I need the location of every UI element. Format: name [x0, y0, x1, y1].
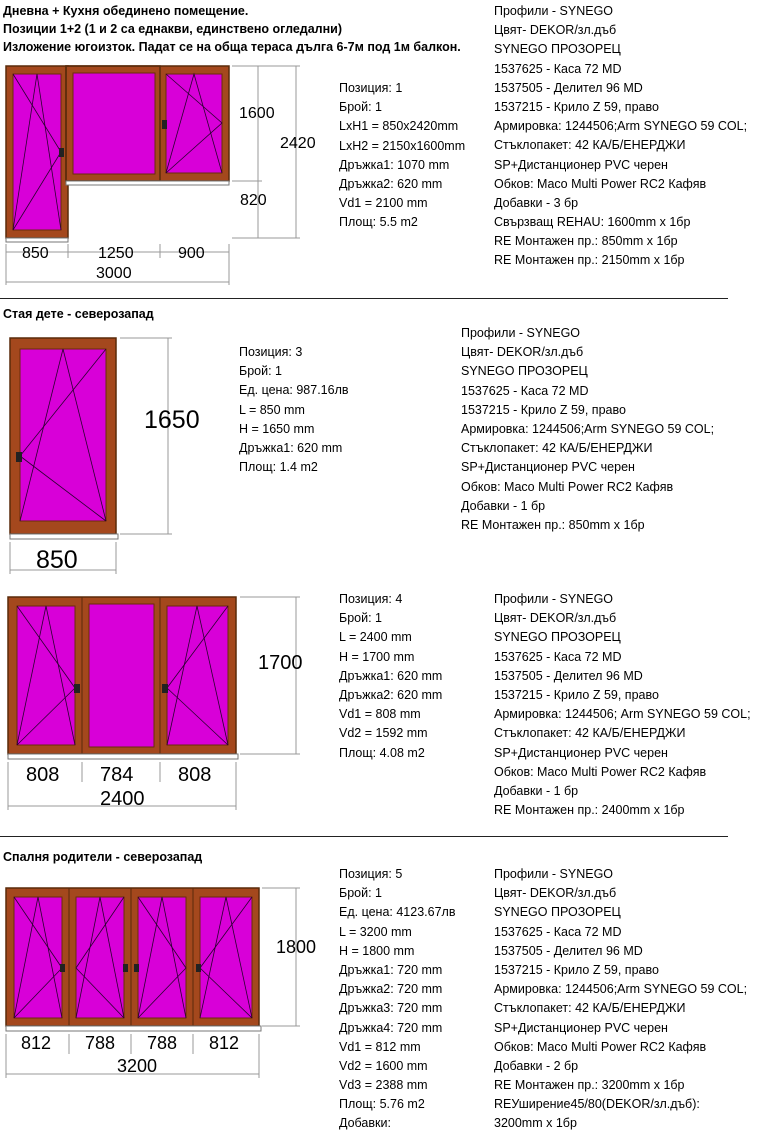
material-line: Профили - SYNEGO — [461, 326, 581, 340]
material-line: SP+Дистанционер PVC черен — [494, 745, 668, 760]
window-drawing-position-1 — [0, 60, 330, 285]
dimension-label: 900 — [178, 245, 205, 262]
material-line: SYNEGO ПРОЗОРЕЦ — [494, 630, 621, 645]
section1-materials — [494, 2, 747, 271]
material-line: RE Монтажен пр.: 850mm x 1бр — [461, 517, 645, 532]
material-line: Добавки - 3 бр — [494, 195, 579, 210]
material-line: Добавки - 1 бр — [461, 498, 546, 513]
spec-line: Vd2 = 1600 mm — [339, 1058, 428, 1073]
section2-materials — [461, 324, 714, 535]
section2-header: Стая дете - северозапад — [3, 307, 154, 321]
spec-line: LxH1 = 850x2420mm — [339, 119, 459, 134]
material-line: 1537625 - Каса 72 MD — [494, 649, 622, 664]
dimension-label: 1600 — [239, 105, 275, 122]
spec-line: Позиция: 5 — [339, 867, 403, 881]
glass-pane — [73, 73, 155, 174]
spec-line: Брой: 1 — [239, 364, 282, 379]
dimension-label: 3000 — [96, 265, 132, 282]
dimension-label: 2420 — [280, 135, 316, 152]
spec-line: Vd1 = 812 mm — [339, 1039, 421, 1054]
section4-header: Спалня родители - северозапад — [3, 850, 203, 864]
dimension-label: 1800 — [276, 937, 317, 957]
material-line: SYNEGO ПРОЗОРЕЦ — [494, 42, 621, 57]
section2-specs — [239, 343, 349, 477]
section4-specs — [339, 865, 455, 1134]
window-sill — [6, 1026, 261, 1031]
handle-icon — [123, 964, 128, 972]
material-line: Армировка: 1244506;Arm SYNEGO 59 COL; — [494, 982, 748, 997]
spec-line: LxH2 = 2150x1600mm — [339, 138, 466, 153]
section1-header-line: Позиции 1+2 (1 и 2 са еднакви, единствено огледални) — [3, 22, 343, 36]
spec-line: Брой: 1 — [339, 611, 382, 626]
spec-line: H = 1650 mm — [239, 421, 315, 436]
spec-line: L = 850 mm — [239, 402, 305, 417]
material-line: RE Монтажен пр.: 2150mm x 1бр — [494, 253, 685, 268]
material-line: Обков: Maco Multi Power RC2 Кафяв — [494, 176, 707, 191]
spec-line: Площ: 5.5 m2 — [339, 215, 418, 230]
material-line: Армировка: 1244506;Arm SYNEGO 59 COL; — [494, 119, 748, 134]
spec-line: Дръжка2: 620 mm — [339, 176, 443, 191]
section1-header — [3, 2, 461, 56]
spec-line: Ед. цена: 4123.67лв — [339, 905, 456, 920]
material-line: 1537505 - Делител 96 MD — [494, 80, 643, 95]
material-line: Обков: Maco Multi Power RC2 Кафяв — [494, 764, 707, 779]
material-line: Свързващ REHAU: 1600mm x 1бр — [494, 215, 691, 230]
material-line: Цвят- DEKOR/зл.дъб — [494, 611, 617, 626]
spec-line: Добавки: — [339, 1116, 391, 1131]
window-sill — [6, 238, 68, 242]
section3-materials — [494, 590, 751, 820]
dimension-label: 808 — [178, 764, 212, 786]
spec-line: Vd3 = 2388 mm — [339, 1078, 428, 1093]
dimension-label: 788 — [85, 1033, 116, 1053]
spec-line: Площ: 5.76 m2 — [339, 1097, 425, 1112]
window-drawing-position-5 — [0, 884, 330, 1084]
dimension-label: 1700 — [258, 652, 303, 674]
material-line: Стъклопакет: 42 КА/Б/ЕНЕРДЖИ — [494, 1001, 686, 1016]
dimension-label: 812 — [209, 1033, 240, 1053]
spec-line: Брой: 1 — [339, 100, 382, 115]
spec-line: Брой: 1 — [339, 886, 382, 901]
section-divider — [0, 836, 728, 837]
spec-line: Дръжка2: 620 mm — [339, 687, 443, 702]
spec-line: Площ: 4.08 m2 — [339, 745, 425, 760]
window-sill — [8, 754, 238, 759]
material-line: Стъклопакет: 42 КА/Б/ЕНЕРДЖИ — [494, 726, 686, 741]
section1-specs — [339, 79, 465, 233]
spec-line: Дръжка3: 720 mm — [339, 1001, 443, 1016]
glass-pane — [166, 74, 222, 173]
dimension-label: 1250 — [98, 245, 134, 262]
material-line: 1537505 - Делител 96 MD — [494, 943, 643, 958]
spec-line: L = 3200 mm — [339, 924, 412, 939]
spec-line: Позиция: 1 — [339, 81, 403, 95]
handle-icon — [59, 148, 64, 157]
handle-icon — [162, 684, 168, 693]
window-sill — [10, 534, 118, 539]
material-line: Добавки - 2 бр — [494, 1058, 579, 1073]
dimension-label: 788 — [147, 1033, 178, 1053]
spec-line: Vd1 = 2100 mm — [339, 196, 428, 211]
material-line: SP+Дистанционер PVC черен — [494, 157, 668, 172]
glass-pane — [13, 74, 61, 230]
glass-pane — [20, 349, 106, 521]
dimension-label: 784 — [100, 764, 134, 786]
material-line: Добавки - 1 бр — [494, 783, 579, 798]
spec-line: Дръжка1: 720 mm — [339, 962, 443, 977]
spec-line: Позиция: 4 — [339, 592, 403, 606]
material-line: Цвят- DEKOR/зл.дъб — [461, 345, 584, 360]
material-line: Профили - SYNEGO — [494, 4, 614, 18]
material-line: Армировка: 1244506; Arm SYNEGO 59 COL; — [494, 707, 751, 722]
handle-icon — [74, 684, 80, 693]
material-line: Стъклопакет: 42 КА/Б/ЕНЕРДЖИ — [461, 441, 653, 456]
material-line: RE Монтажен пр.: 850mm x 1бр — [494, 234, 678, 249]
dimension-label: 820 — [240, 192, 267, 209]
material-line: SYNEGO ПРОЗОРЕЦ — [461, 364, 588, 379]
material-line: 3200mm x 1бр — [494, 1116, 577, 1131]
spec-line: H = 1800 mm — [339, 943, 415, 958]
handle-icon — [162, 120, 167, 129]
material-line: Обков: Maco Multi Power RC2 Кафяв — [494, 1039, 707, 1054]
material-line: 1537625 - Каса 72 MD — [461, 383, 589, 398]
spec-line: L = 2400 mm — [339, 630, 412, 645]
material-line: Профили - SYNEGO — [494, 867, 614, 881]
material-line: 1537215 - Крило Z 59, право — [494, 687, 659, 702]
glass-pane — [89, 604, 154, 747]
window-drawing-position-4 — [0, 592, 320, 812]
material-line: 1537215 - Крило Z 59, право — [494, 99, 659, 114]
material-line: 1537215 - Крило Z 59, право — [494, 962, 659, 977]
section1-header-line: Дневна + Кухня обединено помещение. — [3, 4, 249, 18]
spec-line: Vd1 = 808 mm — [339, 707, 421, 722]
material-line: Цвят- DEKOR/зл.дъб — [494, 23, 617, 38]
material-line: SP+Дистанционер PVC черен — [461, 460, 635, 475]
spec-line: Дръжка4: 720 mm — [339, 1020, 443, 1035]
spec-line: Площ: 1.4 m2 — [239, 460, 318, 475]
material-line: 1537215 - Крило Z 59, право — [461, 402, 626, 417]
handle-icon — [134, 964, 139, 972]
spec-line: Vd2 = 1592 mm — [339, 726, 428, 741]
material-line: RE Монтажен пр.: 2400mm x 1бр — [494, 803, 685, 818]
material-line: 1537625 - Каса 72 MD — [494, 924, 622, 939]
material-line: 1537625 - Каса 72 MD — [494, 61, 622, 76]
material-line: Обков: Maco Multi Power RC2 Кафяв — [461, 479, 674, 494]
spec-line: H = 1700 mm — [339, 649, 415, 664]
material-line: 1537505 - Делител 96 MD — [494, 668, 643, 683]
spec-line: Позиция: 3 — [239, 345, 303, 359]
spec-line: Дръжка1: 1070 mm — [339, 157, 450, 172]
material-line: REУширение45/80(DEKOR/зл.дъб): — [494, 1097, 700, 1112]
dimension-label: 812 — [21, 1033, 52, 1053]
material-line: RE Монтажен пр.: 3200mm x 1бр — [494, 1078, 685, 1093]
handle-icon — [16, 452, 22, 462]
dimension-label: 808 — [26, 764, 60, 786]
material-line: Стъклопакет: 42 КА/Б/ЕНЕРДЖИ — [494, 138, 686, 153]
spec-line: Дръжка1: 620 mm — [239, 440, 343, 455]
material-line: SYNEGO ПРОЗОРЕЦ — [494, 905, 621, 920]
handle-icon — [60, 964, 65, 972]
section1-header-line: Изложение югоизток. Падат се на обща тераса дълга 6-7м под 1м балкон. — [3, 40, 461, 54]
spec-line: Дръжка1: 620 mm — [339, 668, 443, 683]
material-line: Цвят- DEKOR/зл.дъб — [494, 886, 617, 901]
section3-specs — [339, 590, 442, 763]
material-line: SP+Дистанционер PVC черен — [494, 1020, 668, 1035]
window-drawing-position-3 — [0, 332, 230, 577]
section4-materials — [494, 865, 747, 1134]
window-sill — [66, 181, 229, 185]
dimension-label: 850 — [22, 245, 49, 262]
section-divider — [0, 298, 728, 299]
handle-icon — [196, 964, 201, 972]
dimension-label: 1650 — [144, 406, 200, 434]
spec-line: Ед. цена: 987.16лв — [239, 383, 349, 398]
material-line: Профили - SYNEGO — [494, 592, 614, 606]
dimension-label: 3200 — [117, 1056, 158, 1076]
dimension-label: 2400 — [100, 788, 145, 810]
material-line: Армировка: 1244506;Arm SYNEGO 59 COL; — [461, 421, 715, 436]
spec-line: Дръжка2: 720 mm — [339, 982, 443, 997]
dimension-label: 850 — [36, 546, 78, 574]
